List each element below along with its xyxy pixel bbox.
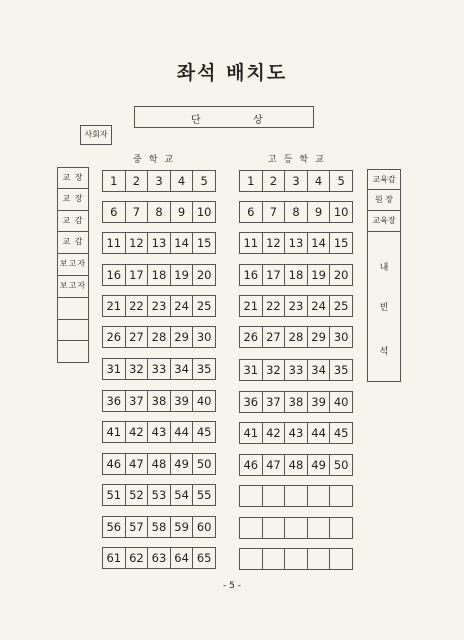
middle-school-seat: 58: [148, 517, 171, 537]
middle-school-seat: 53: [148, 485, 171, 505]
high-school-seat-row: [239, 170, 353, 192]
high-school-seat: [308, 486, 331, 506]
high-school-seat: [285, 518, 308, 538]
high-school-seat: [285, 549, 308, 569]
high-school-seat-row: [239, 326, 353, 348]
high-school-seat: 27: [263, 327, 286, 347]
left-seat: [57, 320, 89, 342]
middle-school-seat: 54: [171, 485, 194, 505]
middle-school-seat-row: [102, 453, 216, 475]
guest-seat-char: 빈: [379, 303, 389, 313]
high-school-seat: 18: [285, 265, 308, 285]
high-school-seat: 42: [263, 423, 286, 443]
middle-school-seat: 8: [148, 202, 171, 222]
left-seat: [57, 298, 89, 320]
high-school-seat: [308, 549, 331, 569]
high-school-seat: 40: [333, 395, 349, 409]
middle-school-seat: 6: [103, 202, 126, 222]
middle-school-seat: 40: [196, 394, 212, 408]
high-school-seat: 23: [285, 296, 308, 316]
stage-label-part2: 상: [253, 115, 263, 126]
high-school-seat: 28: [285, 327, 308, 347]
high-school-seat: [240, 486, 263, 506]
middle-school-seat: 29: [171, 327, 194, 347]
middle-school-seat: 2: [126, 171, 149, 191]
middle-school-seat: 14: [171, 233, 194, 253]
middle-school-seat: 52: [126, 485, 149, 505]
high-school-seat: 48: [285, 455, 308, 475]
middle-school-seat: 21: [103, 296, 126, 316]
middle-school-seat-row: [102, 484, 216, 506]
left-seat: 보고자: [57, 276, 89, 298]
right-seat: 원 장: [367, 190, 401, 211]
middle-school-seat: 51: [103, 485, 126, 505]
high-school-seat-row: [239, 454, 353, 476]
high-school-seat-row: [239, 517, 353, 539]
middle-school-seat: 49: [171, 454, 194, 474]
high-school-seat: [285, 486, 308, 506]
middle-school-seat: 63: [148, 548, 171, 568]
middle-school-seat: 18: [148, 265, 171, 285]
middle-school-seat: 28: [148, 327, 171, 347]
middle-school-seat: 10: [196, 205, 212, 219]
middle-school-seat: 41: [103, 422, 126, 442]
high-school-seat-row: [239, 232, 353, 254]
middle-school-seat: 1: [103, 171, 126, 191]
middle-school-seat-row: [102, 232, 216, 254]
middle-school-seat: 38: [148, 391, 171, 411]
high-school-seat: 4: [308, 171, 331, 191]
middle-school-seat: 57: [126, 517, 149, 537]
high-school-seat: 1: [240, 171, 263, 191]
high-school-seat: 21: [240, 296, 263, 316]
middle-school-seat: 34: [171, 359, 194, 379]
middle-school-seat: 36: [103, 391, 126, 411]
middle-school-seat: 42: [126, 422, 149, 442]
middle-school-seat: 5: [200, 174, 208, 188]
high-school-seat-row: [239, 201, 353, 223]
high-school-seat: 46: [240, 455, 263, 475]
high-school-seat: 25: [333, 299, 349, 313]
middle-school-seat: 62: [126, 548, 149, 568]
left-seat: 교 장: [57, 167, 89, 189]
middle-school-seat: 55: [196, 488, 212, 502]
high-school-seat: [330, 518, 352, 538]
left-official-column: [57, 167, 89, 363]
high-school-seat: 38: [285, 392, 308, 412]
high-school-seat: 35: [333, 363, 349, 377]
middle-school-seat-row: [102, 295, 216, 317]
left-seat: 교 장: [57, 189, 89, 211]
high-school-seat: 36: [240, 392, 263, 412]
high-school-seat: 5: [337, 174, 345, 188]
high-school-seat: 32: [263, 360, 286, 380]
middle-school-seat-row: [102, 547, 216, 569]
high-school-seat: 34: [308, 360, 331, 380]
high-school-seat: 22: [263, 296, 286, 316]
high-school-seat: 3: [285, 171, 308, 191]
high-school-seat: 6: [240, 202, 263, 222]
page-title: 좌석 배치도: [176, 62, 288, 84]
high-school-seat: 39: [308, 392, 331, 412]
middle-school-seat: 19: [171, 265, 194, 285]
high-school-seat-row: [239, 391, 353, 413]
middle-school-seat: 64: [171, 548, 194, 568]
middle-school-seat: 26: [103, 327, 126, 347]
high-school-seat: 30: [333, 330, 349, 344]
high-school-seat: 16: [240, 265, 263, 285]
stage-box: [134, 106, 314, 128]
high-school-seat-row: [239, 359, 353, 381]
middle-school-seat: 39: [171, 391, 194, 411]
high-school-seat: 49: [308, 455, 331, 475]
high-school-seat-row: [239, 264, 353, 286]
middle-school-seat: 16: [103, 265, 126, 285]
middle-school-seat-row: [102, 201, 216, 223]
high-school-seat: 17: [263, 265, 286, 285]
middle-school-seat: 20: [196, 268, 212, 282]
right-seat: 교육장: [367, 211, 401, 232]
middle-school-seat: 23: [148, 296, 171, 316]
middle-school-seat: 13: [148, 233, 171, 253]
high-school-seat: 44: [308, 423, 331, 443]
left-seat: 교 감: [57, 232, 89, 254]
high-school-seat: [263, 486, 286, 506]
middle-school-label: 중학교: [133, 155, 181, 165]
high-school-seat: 29: [308, 327, 331, 347]
high-school-seat-row: [239, 548, 353, 570]
high-school-seat: 47: [263, 455, 286, 475]
left-seat: 보고자: [57, 254, 89, 276]
middle-school-seat: 45: [196, 425, 212, 439]
high-school-seat: 50: [333, 458, 349, 472]
middle-school-seat: 4: [171, 171, 194, 191]
middle-school-seat: 25: [196, 299, 212, 313]
middle-school-seat-row: [102, 326, 216, 348]
high-school-seat: 11: [240, 233, 263, 253]
middle-school-seat: 12: [126, 233, 149, 253]
middle-school-seat: 35: [196, 362, 212, 376]
high-school-seat: 43: [285, 423, 308, 443]
high-school-seat: 7: [263, 202, 286, 222]
high-school-seat: [330, 549, 352, 569]
high-school-seat: [240, 518, 263, 538]
high-school-seat: 2: [263, 171, 286, 191]
middle-school-seat: 32: [126, 359, 149, 379]
middle-school-seat: 31: [103, 359, 126, 379]
high-school-seat: 26: [240, 327, 263, 347]
high-school-seat: 20: [333, 268, 349, 282]
middle-school-seat: 56: [103, 517, 126, 537]
middle-school-seat: 61: [103, 548, 126, 568]
middle-school-seat: 7: [126, 202, 149, 222]
high-school-seat: [308, 518, 331, 538]
middle-school-seat: 3: [148, 171, 171, 191]
middle-school-seat: 37: [126, 391, 149, 411]
middle-school-seat: 65: [196, 551, 212, 565]
middle-school-seat: 48: [148, 454, 171, 474]
high-school-seat: 24: [308, 296, 331, 316]
high-school-seat: 15: [333, 236, 349, 250]
high-school-seat: 9: [308, 202, 331, 222]
emcee-seat: 사회자: [80, 125, 112, 145]
middle-school-seat: 30: [196, 330, 212, 344]
middle-school-seat: 47: [126, 454, 149, 474]
high-school-seat: 41: [240, 423, 263, 443]
guest-seat-box: [367, 232, 401, 382]
left-seat: 교 감: [57, 211, 89, 233]
right-seat: 교육감: [367, 169, 401, 190]
stage-label-part1: 단: [191, 115, 201, 126]
middle-school-seat: 43: [148, 422, 171, 442]
high-school-seat: 45: [333, 426, 349, 440]
right-guest-column: [367, 169, 401, 382]
guest-seat-char: 내: [379, 263, 389, 273]
middle-school-seat: 22: [126, 296, 149, 316]
middle-school-seat: 60: [196, 520, 212, 534]
high-school-seat: 10: [333, 205, 349, 219]
middle-school-seat: 27: [126, 327, 149, 347]
middle-school-seat-row: [102, 421, 216, 443]
middle-school-seat-row: [102, 170, 216, 192]
guest-seat-char: 석: [379, 347, 389, 357]
middle-school-seat: 11: [103, 233, 126, 253]
page-number: - 5 -: [223, 581, 241, 591]
high-school-seat: 12: [263, 233, 286, 253]
high-school-label: 고등학교: [268, 155, 331, 165]
middle-school-seat: 17: [126, 265, 149, 285]
middle-school-seat-row: [102, 358, 216, 380]
high-school-seat: 14: [308, 233, 331, 253]
high-school-seat: 8: [285, 202, 308, 222]
middle-school-seat: 59: [171, 517, 194, 537]
high-school-seat-row: [239, 422, 353, 444]
middle-school-seat: 50: [196, 457, 212, 471]
middle-school-seat: 9: [171, 202, 194, 222]
high-school-seat: [263, 549, 286, 569]
left-seat: [57, 341, 89, 363]
high-school-seat: 33: [285, 360, 308, 380]
middle-school-seat-row: [102, 516, 216, 538]
middle-school-seat: 24: [171, 296, 194, 316]
middle-school-seat-row: [102, 264, 216, 286]
middle-school-seat: 15: [196, 236, 212, 250]
high-school-seat: 31: [240, 360, 263, 380]
high-school-seat-row: [239, 485, 353, 507]
high-school-seat: [330, 486, 352, 506]
high-school-seat: 19: [308, 265, 331, 285]
middle-school-seat: 44: [171, 422, 194, 442]
middle-school-seat: 33: [148, 359, 171, 379]
high-school-seat: 37: [263, 392, 286, 412]
middle-school-seat-row: [102, 390, 216, 412]
high-school-seat: [240, 549, 263, 569]
high-school-seat-row: [239, 295, 353, 317]
high-school-seat: 13: [285, 233, 308, 253]
middle-school-seat: 46: [103, 454, 126, 474]
high-school-seat: [263, 518, 286, 538]
